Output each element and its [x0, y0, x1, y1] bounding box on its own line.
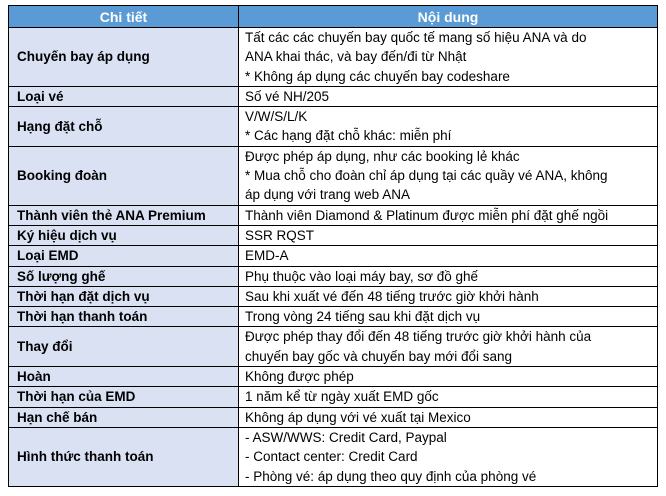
- row-value-line: Được phép thay đổi đến 48 tiếng trước giờ khởi hành của: [245, 329, 592, 345]
- row-value-line: - ASW/WWS: Credit Card, Paypal: [245, 429, 447, 445]
- header-detail: Chi tiết: [9, 6, 239, 28]
- row-label: Hoàn: [9, 367, 239, 387]
- row-label: Hạn chế bán: [9, 407, 239, 427]
- row-label: Thành viên thẻ ANA Premium: [9, 205, 239, 225]
- row-value: [239, 407, 658, 427]
- table-row: [9, 387, 658, 407]
- row-value-line: ANA khai thác, và bay đến/đi từ Nhật: [245, 49, 467, 65]
- row-value-line: áp dụng với trang web ANA: [245, 187, 410, 203]
- row-value: [239, 427, 658, 486]
- row-value: [239, 307, 658, 327]
- row-value: [239, 266, 658, 286]
- row-value: [239, 146, 658, 205]
- row-value: [239, 367, 658, 387]
- table-row: [9, 427, 658, 486]
- header-content: Nội dung: [239, 6, 658, 28]
- row-label: Thời hạn đặt dịch vụ: [9, 286, 239, 306]
- row-value-line: EMD-A: [245, 248, 289, 264]
- row-value: [239, 387, 658, 407]
- row-label: Loại EMD: [9, 246, 239, 266]
- seat-reservation-table: [8, 5, 658, 487]
- table-body: [9, 28, 658, 487]
- row-value-line: chuyến bay gốc và chuyến bay mới đổi sang: [245, 348, 513, 364]
- row-label: Số lượng ghế: [9, 266, 239, 286]
- table-row: [9, 266, 658, 286]
- row-value-line: Không áp dụng với vé xuất tại Mexico: [245, 409, 471, 425]
- row-value: [239, 286, 658, 306]
- document-page: [8, 5, 658, 487]
- row-value-line: Được phép áp dụng, như các booking lẻ khác: [245, 148, 520, 164]
- table-row: [9, 225, 658, 245]
- table-row: [9, 246, 658, 266]
- table-row: [9, 86, 658, 106]
- table-row: [9, 205, 658, 225]
- row-value-line: SSR RQST: [245, 227, 315, 243]
- row-label: Loại vé: [9, 86, 239, 106]
- row-value: [239, 107, 658, 147]
- row-value-line: * Các hạng đặt chỗ khác: miễn phí: [245, 128, 452, 144]
- row-label: Thời hạn thanh toán: [9, 307, 239, 327]
- row-label: Chuyến bay áp dụng: [9, 28, 239, 87]
- table-row: [9, 146, 658, 205]
- row-label: Ký hiệu dịch vụ: [9, 225, 239, 245]
- row-label: Booking đoàn: [9, 146, 239, 205]
- row-label: Thời hạn của EMD: [9, 387, 239, 407]
- row-value-line: Thành viên Diamond & Platinum được miễn phí đặt ghế ngồi: [245, 207, 609, 223]
- row-value-line: * Mua chỗ cho đoàn chỉ áp dụng tại các quầy vé ANA, không: [245, 168, 608, 184]
- row-value-line: Số vé NH/205: [245, 88, 330, 104]
- row-value: [239, 205, 658, 225]
- table-header-row: [9, 6, 658, 28]
- row-value-line: - Phòng vé: áp dụng theo quy định của phòng vé: [245, 468, 537, 484]
- row-value: [239, 327, 658, 367]
- table-row: [9, 407, 658, 427]
- row-value: [239, 28, 658, 87]
- row-value: [239, 246, 658, 266]
- table-row: [9, 28, 658, 87]
- row-label: Thay đổi: [9, 327, 239, 367]
- row-value-line: - Contact center: Credit Card: [245, 449, 418, 465]
- table-row: [9, 367, 658, 387]
- row-value-line: Trong vòng 24 tiếng sau khi đặt dịch vụ: [245, 309, 481, 325]
- table-row: [9, 307, 658, 327]
- row-value-line: Tất các các chuyến bay quốc tế mang số hiệu ANA và do: [245, 30, 587, 45]
- table-row: [9, 286, 658, 306]
- table-row: [9, 107, 658, 147]
- row-label: Hạng đặt chỗ: [9, 107, 239, 147]
- row-label: Hình thức thanh toán: [9, 427, 239, 486]
- row-value: [239, 86, 658, 106]
- row-value-line: Sau khi xuất vé đến 48 tiếng trước giờ khởi hành: [245, 288, 539, 304]
- row-value-line: 1 năm kể từ ngày xuất EMD gốc: [245, 389, 439, 405]
- row-value-line: * Không áp dụng các chuyến bay codeshare: [245, 68, 510, 84]
- row-value-line: Phụ thuộc vào loại máy bay, sơ đồ ghế: [245, 268, 478, 284]
- table-row: [9, 327, 658, 367]
- row-value-line: V/W/S/L/K: [245, 109, 308, 125]
- row-value-line: Không được phép: [245, 369, 354, 385]
- row-value: [239, 225, 658, 245]
